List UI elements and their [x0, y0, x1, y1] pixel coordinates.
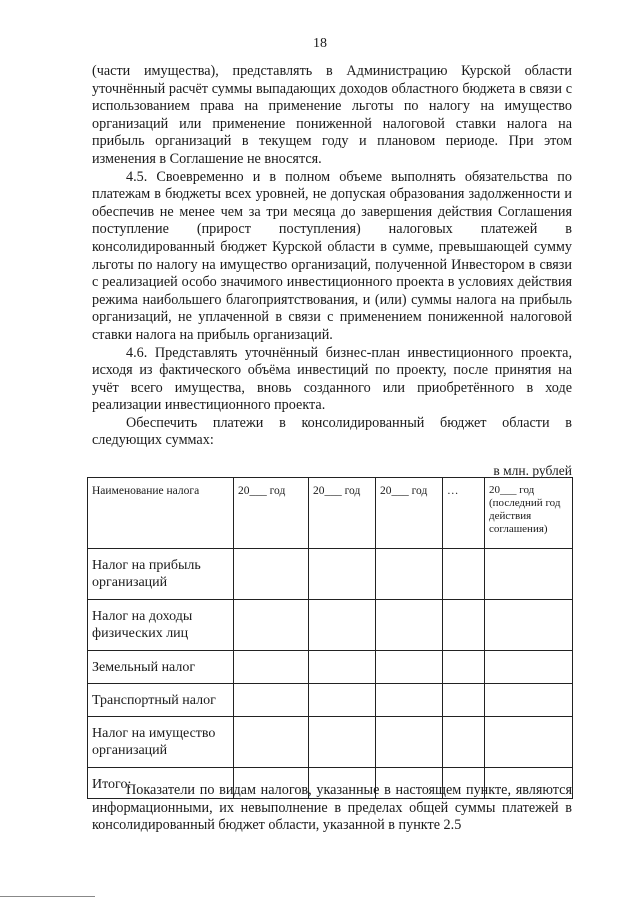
- table-row: [88, 717, 573, 768]
- table-cell: [443, 717, 485, 768]
- table-cell: [443, 600, 485, 651]
- body-text-top: [92, 63, 572, 450]
- table-cell: Налог на доходы физических лиц: [88, 600, 234, 651]
- table-cell: Налог на прибыль организаций: [88, 549, 234, 600]
- paragraph-payments-intro: Обеспечить платежи в консолидированный бюджет области в следующих суммах:: [92, 414, 572, 449]
- table-cell: [376, 549, 443, 600]
- table-row: [88, 684, 573, 717]
- header-tax-name: Наименование налога: [88, 478, 234, 549]
- table-header-row: [88, 478, 573, 549]
- table-cell: Налог на имущество организаций: [88, 717, 234, 768]
- table-row: [88, 600, 573, 651]
- table-cell: [376, 717, 443, 768]
- table-cell: [309, 717, 376, 768]
- table-cell: Итого:: [88, 768, 234, 799]
- paragraph-4-5: 4.5. Своевременно и в полном объеме выполнять обязательства по платежам в бюджеты всех уровней, не допуская образования задолженности и обеспечив не менее чем за три месяца до завершения действия Соглашения поступление (прирост поступления) налоговых платежей в консолидированный бюджет Курской области в сумме, превышающей сумму льготы по налогу на имущество организаций, полученной Инвестором в связи с реализацией особо значимого инвестиционного проекта в условиях действия режима наибольшего благоприятствования, и (или) суммы налога на прибыль организаций, не уплаченной в связи с применением пониженной налоговой ставки налога на прибыль организаций.: [92, 168, 572, 343]
- header-year-3: 20___ год: [376, 478, 443, 549]
- header-ellipsis: …: [443, 478, 485, 549]
- footer-rule: [0, 896, 95, 897]
- table-cell: [485, 549, 573, 600]
- table-cell: [443, 684, 485, 717]
- table-cell: [376, 600, 443, 651]
- paragraph-indicators: Показатели по видам налогов, указанные в настоящем пункте, являются информационными, их невыполнение в пределах общей суммы платежей в консолидированный бюджет области, указанной в пункте 2.5: [92, 782, 572, 834]
- table-cell: [309, 651, 376, 684]
- table-cell: [234, 600, 309, 651]
- table-cell: [485, 717, 573, 768]
- paragraph-4-6: 4.6. Представлять уточнённый бизнес-план инвестиционного проекта, исходя из фактического объёма инвестиций по проекту, после принятия на учёт всего имущества, вновь созданного или приобретённого в ходе реализации инвестиционного проекта.: [92, 344, 572, 414]
- table-cell: [309, 600, 376, 651]
- table-row: [88, 651, 573, 684]
- body-text-bottom: [92, 782, 572, 835]
- table-cell: [443, 651, 485, 684]
- table-row: [88, 549, 573, 600]
- table-cell: [485, 600, 573, 651]
- unit-label: в млн. рублей: [493, 463, 572, 478]
- table-cell: [309, 684, 376, 717]
- table-cell: [376, 684, 443, 717]
- table-cell: [234, 549, 309, 600]
- payments-table: [87, 477, 573, 799]
- table-cell: [234, 651, 309, 684]
- table-cell: Транспортный налог: [88, 684, 234, 717]
- table-cell: [485, 684, 573, 717]
- paragraph-continuation: (части имущества), представлять в Администрацию Курской области уточнённый расчёт суммы выпадающих доходов областного бюджета в связи с использованием права на применение льготы по налогу на имущество организаций или применение пониженной налоговой ставки налога на прибыль организаций в текущем году и плановом периоде. При этом изменения в Соглашение не вносятся.: [92, 63, 572, 167]
- table-cell: [443, 549, 485, 600]
- table-cell: [485, 651, 573, 684]
- page-number: 18: [313, 36, 327, 51]
- table-cell: [309, 549, 376, 600]
- table-cell: Земельный налог: [88, 651, 234, 684]
- header-year-2: 20___ год: [309, 478, 376, 549]
- header-year-1: 20___ год: [234, 478, 309, 549]
- table-cell: [376, 651, 443, 684]
- table-cell: [234, 717, 309, 768]
- table-cell: [234, 684, 309, 717]
- header-last-year: 20___ год (последний год действия соглашения): [485, 478, 573, 549]
